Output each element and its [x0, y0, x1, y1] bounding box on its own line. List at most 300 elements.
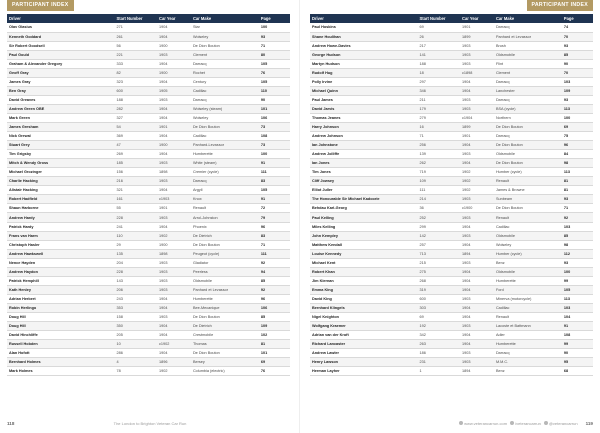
cell-car-make: De Dion Bouton — [191, 349, 259, 358]
cell-start-number: 109 — [418, 177, 460, 186]
header-start-number: Start Number — [115, 14, 157, 23]
cell-page: 71 — [259, 41, 290, 50]
table-row — [310, 240, 593, 249]
cell-driver: Bernhard Klingels — [310, 303, 418, 312]
table-row — [310, 59, 593, 68]
cell-page: 103 — [562, 77, 593, 86]
cell-car-year: 1904 — [157, 23, 191, 32]
cell-car-make: Sunbeam — [494, 195, 562, 204]
cell-start-number: 323 — [115, 77, 157, 86]
cell-driver: Elliot Juller — [310, 186, 418, 195]
cell-car-year: 1904 — [460, 240, 494, 249]
table-row — [7, 231, 290, 240]
cell-driver: Cliff Jowsey — [310, 177, 418, 186]
cell-car-year: 1894 — [460, 367, 494, 376]
table-row — [310, 68, 593, 77]
cell-car-make: Peugeot (cycle) — [191, 249, 259, 258]
cell-driver: Kath Henley — [7, 285, 115, 294]
cell-car-make: Panhard et Levassor — [191, 285, 259, 294]
cell-car-make: Clement — [191, 50, 259, 59]
cell-start-number: 185 — [115, 159, 157, 168]
cell-page: 85 — [562, 231, 593, 240]
table-row — [7, 213, 290, 222]
cell-car-make: Cadillac — [191, 86, 259, 95]
cell-start-number: 110 — [115, 231, 157, 240]
cell-page: 99 — [562, 340, 593, 349]
cell-start-number: 271 — [115, 23, 157, 32]
cell-car-make: Adler — [494, 331, 562, 340]
cell-page: 81 — [562, 186, 593, 195]
table-row — [7, 32, 290, 41]
cell-car-make: Darracq — [494, 132, 562, 141]
cell-car-make: Wolseley — [191, 113, 259, 122]
cell-driver: David Hinchliffe — [7, 331, 115, 340]
cell-driver: Russell Hobden — [7, 340, 115, 349]
table-row — [310, 95, 593, 104]
twitter-icon — [544, 421, 548, 425]
cell-car-year: 1903 — [460, 358, 494, 367]
table-row — [7, 113, 290, 122]
cell-page: 90 — [562, 349, 593, 358]
cell-start-number: 369 — [115, 132, 157, 141]
table-header-row — [310, 14, 593, 23]
cell-start-number: 221 — [115, 50, 157, 59]
header-car-make: Car Make — [494, 14, 562, 23]
cell-page: 75 — [562, 132, 593, 141]
table-row — [7, 249, 290, 258]
cell-page: 111 — [259, 249, 290, 258]
table-row — [7, 313, 290, 322]
cell-car-make: Ford — [494, 285, 562, 294]
cell-start-number: 350 — [115, 322, 157, 331]
cell-car-year: 1904 — [460, 86, 494, 95]
cell-page: 92 — [562, 213, 593, 222]
table-body-left — [7, 23, 290, 376]
cell-car-year: 1903 — [157, 258, 191, 267]
table-row — [7, 141, 290, 150]
cell-start-number: 713 — [418, 249, 460, 258]
cell-page: 76 — [259, 367, 290, 376]
table-row — [7, 41, 290, 50]
cell-page: 108 — [562, 331, 593, 340]
cell-car-make: Darracq — [191, 59, 259, 68]
cell-driver: Mitch & Wendy Gross — [7, 159, 115, 168]
cell-start-number: 55 — [115, 204, 157, 213]
cell-start-number: 69 — [418, 313, 460, 322]
table-row — [7, 186, 290, 195]
cell-start-number: 29 — [115, 240, 157, 249]
cell-driver: Tim Grigsby — [7, 150, 115, 159]
cell-car-make: Lacoste et Battmann — [494, 322, 562, 331]
cell-driver: Henry Lawson — [310, 358, 418, 367]
cell-car-year: 1904 — [157, 32, 191, 41]
cell-page: 69 — [259, 358, 290, 367]
cell-start-number: 346 — [418, 86, 460, 95]
table-row — [7, 303, 290, 312]
cell-page: 105 — [562, 285, 593, 294]
cell-driver: Paul James — [310, 95, 418, 104]
cell-car-year: 1903 — [460, 59, 494, 68]
table-row — [310, 104, 593, 113]
cell-driver: Jim Kiernan — [310, 276, 418, 285]
cell-car-make: Phoenix — [191, 222, 259, 231]
cell-page: 99 — [562, 276, 593, 285]
cell-car-make: Gladiator — [191, 258, 259, 267]
cell-page: 81 — [259, 340, 290, 349]
cell-page: 85 — [562, 50, 593, 59]
cell-car-year: 1901 — [460, 132, 494, 141]
table-row — [310, 23, 593, 32]
cell-start-number: 279 — [418, 113, 460, 122]
table-row — [310, 132, 593, 141]
table-row — [310, 41, 593, 50]
cell-page: 85 — [259, 313, 290, 322]
cell-car-make: Thomas — [191, 340, 259, 349]
table-header-row — [7, 14, 290, 23]
footer-social — [459, 421, 577, 426]
header-page: Page — [259, 14, 290, 23]
cell-page: 73 — [259, 123, 290, 132]
cell-start-number: 261 — [115, 32, 157, 41]
cell-start-number: 56 — [115, 41, 157, 50]
cell-car-make: De Dion Bouton — [191, 240, 259, 249]
cell-driver: David King — [310, 294, 418, 303]
cell-car-make: James & Browne — [494, 186, 562, 195]
cell-car-make: Panhard-Levassor — [191, 141, 259, 150]
cell-car-year: 1899 — [460, 32, 494, 41]
cell-driver: Harry Johnson — [310, 123, 418, 132]
cell-car-make: Century — [191, 77, 259, 86]
cell-driver: Kenneth Goddard — [7, 32, 115, 41]
cell-start-number: 252 — [418, 213, 460, 222]
cell-start-number: 204 — [115, 258, 157, 267]
cell-car-year: 1894 — [460, 249, 494, 258]
cell-car-make: Humber (cycle) — [494, 168, 562, 177]
cell-driver: Michael Kent — [310, 258, 418, 267]
cell-car-year: 1904 — [157, 104, 191, 113]
cell-car-year: 1898 — [157, 249, 191, 258]
table-row — [310, 303, 593, 312]
cell-car-year: 1904 — [460, 340, 494, 349]
cell-page: 108 — [259, 132, 290, 141]
table-row — [7, 123, 290, 132]
table-row — [310, 195, 593, 204]
cell-start-number: 205 — [115, 331, 157, 340]
cell-driver: Christoph Hasler — [7, 240, 115, 249]
cell-page: 68 — [562, 367, 593, 376]
cell-start-number: 10 — [115, 340, 157, 349]
cell-car-year: 1902 — [157, 231, 191, 240]
cell-car-year: 1903 — [157, 276, 191, 285]
cell-car-make: Minerva (motorcycle) — [494, 294, 562, 303]
table-row — [310, 168, 593, 177]
cell-page: 111 — [259, 168, 290, 177]
cell-driver: Wolfgang Kraemer — [310, 322, 418, 331]
cell-car-year: c1902 — [157, 340, 191, 349]
cell-start-number: 299 — [418, 222, 460, 231]
cell-car-year: 1904 — [157, 294, 191, 303]
cell-start-number: 268 — [418, 276, 460, 285]
cell-car-make: Knox — [191, 195, 259, 204]
cell-start-number: 186 — [418, 349, 460, 358]
table-row — [310, 186, 593, 195]
cell-page: 71 — [562, 204, 593, 213]
cell-car-make: Cadillac — [494, 222, 562, 231]
cell-car-make: Bee-Mecanique — [191, 303, 259, 312]
cell-start-number: 600 — [115, 86, 157, 95]
table-row — [7, 77, 290, 86]
globe-icon — [459, 421, 463, 425]
cell-start-number: 269 — [115, 150, 157, 159]
table-row — [310, 249, 593, 258]
page-footer — [0, 419, 300, 427]
cell-start-number: 16 — [418, 123, 460, 132]
cell-car-make: Humberette — [191, 294, 259, 303]
cell-driver: Ben Gray — [7, 86, 115, 95]
cell-page: 106 — [259, 303, 290, 312]
cell-car-make: Renault — [494, 313, 562, 322]
cell-car-make: Panhard et Levassor — [494, 32, 562, 41]
cell-page: 76 — [259, 68, 290, 77]
cell-start-number: 333 — [115, 59, 157, 68]
cell-driver: Michael Grozinger — [7, 168, 115, 177]
table-row — [310, 294, 593, 303]
cell-car-year: 1903 — [460, 258, 494, 267]
cell-driver: Andrew Lawler — [310, 349, 418, 358]
cell-car-make: Darracq — [494, 23, 562, 32]
cell-page: 90 — [562, 59, 593, 68]
cell-page: 81 — [562, 177, 593, 186]
cell-car-year: 1901 — [460, 23, 494, 32]
cell-page: 98 — [562, 240, 593, 249]
cell-start-number: 142 — [418, 231, 460, 240]
page-number: 119 — [585, 420, 593, 426]
cell-car-year: 1904 — [157, 322, 191, 331]
cell-car-year: 1902 — [460, 177, 494, 186]
cell-start-number: 228 — [115, 267, 157, 276]
website-link[interactable] — [459, 421, 507, 426]
cell-start-number: 256 — [418, 141, 460, 150]
table-row — [310, 150, 593, 159]
cell-driver: Sir Robert Goodsell — [7, 41, 115, 50]
cell-car-make: De Dion Bouton — [494, 159, 562, 168]
cell-page: 93 — [259, 32, 290, 41]
cell-driver: Paul Kelling — [310, 213, 418, 222]
cell-car-year: 1903 — [157, 313, 191, 322]
cell-car-make: Argyll — [191, 186, 259, 195]
cell-car-make: Oldsmobile — [494, 267, 562, 276]
table-row — [7, 95, 290, 104]
cell-car-year: 1903 — [460, 150, 494, 159]
cell-start-number: 217 — [418, 41, 460, 50]
cell-car-year: 1900 — [157, 141, 191, 150]
cell-page: 100 — [259, 23, 290, 32]
twitter-text: @veterancarrun — [548, 420, 578, 426]
cell-car-make: Humberette — [191, 150, 259, 159]
cell-driver: Alistair Hacking — [7, 186, 115, 195]
table-row — [7, 358, 290, 367]
cell-page: 101 — [259, 349, 290, 358]
cell-car-make: Northern — [494, 113, 562, 122]
cell-car-make: Humber (cycle) — [494, 249, 562, 258]
right-page — [300, 0, 600, 433]
cell-driver: David Greaves — [7, 95, 115, 104]
cell-car-make: M.M.C. — [494, 358, 562, 367]
cell-page: 100 — [562, 267, 593, 276]
table-row — [310, 204, 593, 213]
cell-page: 105 — [259, 59, 290, 68]
cell-driver: John Kempley — [310, 231, 418, 240]
cell-car-make: De Dietrich — [191, 231, 259, 240]
facebook-link[interactable] — [510, 421, 541, 426]
table-row — [7, 349, 290, 358]
header-car-year: Car Year — [157, 14, 191, 23]
cell-car-year: 1903 — [157, 159, 191, 168]
cell-car-year: 1902 — [157, 367, 191, 376]
cell-car-year: 1903 — [460, 294, 494, 303]
cell-start-number: 71 — [418, 132, 460, 141]
cell-page: 91 — [259, 195, 290, 204]
cell-car-year: 1899 — [460, 123, 494, 132]
cell-driver: Patrick Hardy — [7, 222, 115, 231]
facebook-icon — [510, 421, 514, 425]
table-row — [7, 150, 290, 159]
table-row — [7, 159, 290, 168]
cell-car-year: 1904 — [157, 113, 191, 122]
table-row — [7, 168, 290, 177]
table-row — [7, 195, 290, 204]
cell-driver: Thomas Jeanes — [310, 113, 418, 122]
facebook-text: /veterancarrun — [515, 420, 541, 426]
cell-start-number: 188 — [115, 95, 157, 104]
cell-page: 113 — [562, 104, 593, 113]
table-row — [310, 222, 593, 231]
cell-car-year: 1903 — [460, 195, 494, 204]
table-row — [310, 322, 593, 331]
header-start-number: Start Number — [418, 14, 460, 23]
cell-start-number: 319 — [418, 285, 460, 294]
cell-start-number: 353 — [115, 303, 157, 312]
cell-page: 79 — [259, 213, 290, 222]
cell-car-make: Bersey — [191, 358, 259, 367]
cell-start-number: 231 — [418, 358, 460, 367]
cell-car-year: 1904 — [460, 285, 494, 294]
cell-car-make: Oldsmobile — [494, 50, 562, 59]
twitter-link[interactable] — [544, 421, 578, 426]
cell-driver: Nick Grewal — [7, 132, 115, 141]
cell-driver: Shane Houlihan — [310, 32, 418, 41]
cell-car-make: Lanchester — [494, 86, 562, 95]
cell-page: 109 — [259, 322, 290, 331]
cell-car-year: 1904 — [460, 331, 494, 340]
cell-driver: Mark Holmes — [7, 367, 115, 376]
cell-car-make: Peerless — [191, 267, 259, 276]
cell-page: 70 — [562, 68, 593, 77]
cell-car-year: 1905 — [157, 86, 191, 95]
table-row — [7, 240, 290, 249]
cell-start-number: 69 — [418, 23, 460, 32]
table-row — [310, 77, 593, 86]
cell-car-make: Benz — [494, 367, 562, 376]
cell-start-number: 214 — [418, 195, 460, 204]
cell-car-make: Oldsmobile — [494, 150, 562, 159]
table-row — [310, 177, 593, 186]
cell-driver: Shaun Harborne — [7, 204, 115, 213]
cell-car-make: Darracq — [494, 95, 562, 104]
table-row — [7, 331, 290, 340]
cell-car-make: Cadillac — [494, 303, 562, 312]
cell-driver: Ian Johnstone — [310, 141, 418, 150]
cell-car-year: c1904 — [460, 113, 494, 122]
cell-start-number: 82 — [115, 68, 157, 77]
cell-driver: Andrew Howe-Davies — [310, 41, 418, 50]
cell-driver: Ian Jones — [310, 159, 418, 168]
cell-start-number: 4 — [115, 358, 157, 367]
cell-driver: Patrick Hemphill — [7, 276, 115, 285]
cell-car-make: Oldsmobile — [191, 276, 259, 285]
cell-driver: Paul Hoskins — [310, 23, 418, 32]
cell-start-number: 26 — [418, 32, 460, 41]
cell-car-year: 1903 — [157, 267, 191, 276]
cell-start-number: 54 — [115, 123, 157, 132]
cell-start-number: 135 — [115, 249, 157, 258]
cell-start-number: 1 — [418, 367, 460, 376]
cell-driver: Olav Glasius — [7, 23, 115, 32]
cell-car-year: 1903 — [460, 95, 494, 104]
table-row — [310, 141, 593, 150]
cell-page: 84 — [562, 150, 593, 159]
cell-car-make: Star — [191, 23, 259, 32]
cell-driver: Doug Hill — [7, 313, 115, 322]
cell-car-year: 1904 — [460, 141, 494, 150]
cell-driver: Andrew Hawkswell — [7, 249, 115, 258]
cell-start-number: 241 — [115, 222, 157, 231]
header-car-year: Car Year — [460, 14, 494, 23]
cell-page: 112 — [562, 249, 593, 258]
cell-page: 103 — [562, 222, 593, 231]
cell-car-make: De Dion Bouton — [191, 313, 259, 322]
cell-driver: Robert Khan — [310, 267, 418, 276]
cell-driver: James Gray — [7, 77, 115, 86]
cell-page: 93 — [562, 41, 593, 50]
table-row — [7, 204, 290, 213]
table-row — [310, 331, 593, 340]
cell-start-number: 286 — [115, 349, 157, 358]
table-row — [310, 267, 593, 276]
cell-car-year: c1903 — [157, 195, 191, 204]
cell-car-year: 1904 — [157, 331, 191, 340]
cell-car-make: Columbia (electric) — [191, 367, 259, 376]
page-footer — [300, 419, 600, 427]
cell-car-year: 1903 — [460, 213, 494, 222]
table-row — [7, 23, 290, 32]
cell-page: 80 — [259, 50, 290, 59]
cell-page: 105 — [259, 186, 290, 195]
cell-page: 109 — [562, 86, 593, 95]
footer-title: The London to Brighton Veteran Car Run — [113, 420, 187, 426]
cell-driver: Graham & Alexander Gregory — [7, 59, 115, 68]
cell-car-year: 1904 — [157, 59, 191, 68]
cell-car-year: 1903 — [460, 50, 494, 59]
cell-driver: Charlie Hacking — [7, 177, 115, 186]
cell-start-number: 303 — [418, 303, 460, 312]
cell-start-number: 192 — [418, 322, 460, 331]
cell-driver: Stuart Grey — [7, 141, 115, 150]
table-row — [7, 258, 290, 267]
cell-car-make: Darracq — [191, 177, 259, 186]
cell-car-make: De Dion Bouton — [191, 41, 259, 50]
cell-driver: The Honourable Sir Michael Kadoorie — [310, 195, 418, 204]
